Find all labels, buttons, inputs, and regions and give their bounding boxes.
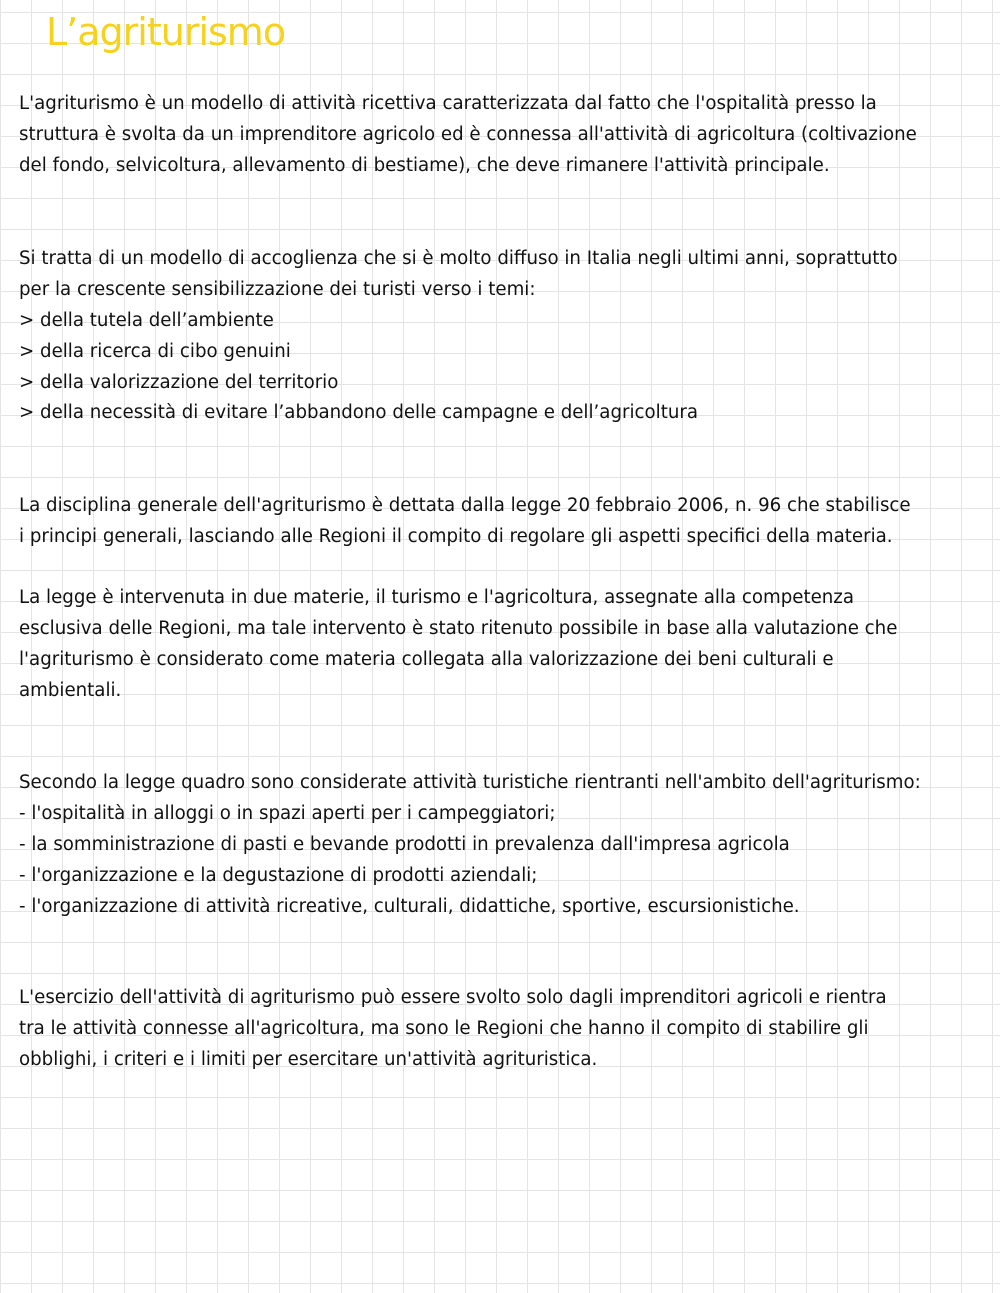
text-line: Si tratta di un modello di accoglienza che si è molto diffuso in Italia negli ultimi anni, soprattutto <box>19 248 898 269</box>
text-line: struttura è svolta da un imprenditore agricolo ed è connessa all'attività di agricoltura (coltivazione <box>19 123 917 145</box>
text-line: i principi generali, lasciando alle Regioni il compito di regolare gli aspetti specifici della materia. <box>19 525 893 547</box>
text-line: per la crescente sensibilizzazione dei turisti verso i temi: <box>19 278 536 300</box>
paragraph-competence <box>19 583 994 707</box>
text-line: obblighi, i criteri e i limiti per esercitare un'attività agrituristica. <box>19 1048 598 1070</box>
paragraph-activities <box>19 768 994 922</box>
page-title: L’agriturismo <box>46 10 286 54</box>
text-line: l'agriturismo è considerato come materia collegata alla valorizzazione dei beni culturali e <box>19 648 834 670</box>
text-line: del fondo, selvicoltura, allevamento di bestiame), che deve rimanere l'attività principale. <box>19 154 830 176</box>
paragraph-intro <box>19 89 994 182</box>
list-item: - l'ospitalità in alloggi o in spazi aperti per i campeggiatori; <box>19 802 556 824</box>
text-line: esclusiva delle Regioni, ma tale intervento è stato ritenuto possibile in base alla valutazione che <box>19 617 898 639</box>
paragraph-diffusion <box>19 244 994 429</box>
list-item: - la somministrazione di pasti e bevande prodotti in prevalenza dall'impresa agricola <box>19 833 790 855</box>
paragraph-law <box>19 491 994 553</box>
text-line: ambientali. <box>19 679 122 701</box>
list-item: - l'organizzazione e la degustazione di prodotti aziendali; <box>19 864 538 886</box>
text-line: Secondo la legge quadro sono considerate attività turistiche rientranti nell'ambito dell'agriturismo: <box>19 772 921 793</box>
text-line: La legge è intervenuta in due materie, il turismo e l'agricoltura, assegnate alla competenza <box>19 587 854 608</box>
text-line: tra le attività connesse all'agricoltura, ma sono le Regioni che hanno il compito di stabilire gli <box>19 1017 869 1039</box>
list-item: > della necessità di evitare l’abbandono delle campagne e dell’agricoltura <box>19 402 698 424</box>
text-line: La disciplina generale dell'agriturismo è dettata dalla legge 20 febbraio 2006, n. 96 che stabilisce <box>19 495 911 516</box>
list-item: > della tutela dell’ambiente <box>19 309 274 331</box>
list-item: > della valorizzazione del territorio <box>19 371 339 393</box>
list-item: > della ricerca di cibo genuini <box>19 340 291 362</box>
text-line: L'esercizio dell'attività di agriturismo può essere svolto solo dagli imprenditori agricoli e rientra <box>19 987 887 1008</box>
paragraph-exercise <box>19 983 994 1076</box>
list-item: - l'organizzazione di attività ricreative, culturali, didattiche, sportive, escursionistiche. <box>19 895 800 917</box>
text-line: L'agriturismo è un modello di attività ricettiva caratterizzata dal fatto che l'ospitalità presso la <box>19 93 877 114</box>
